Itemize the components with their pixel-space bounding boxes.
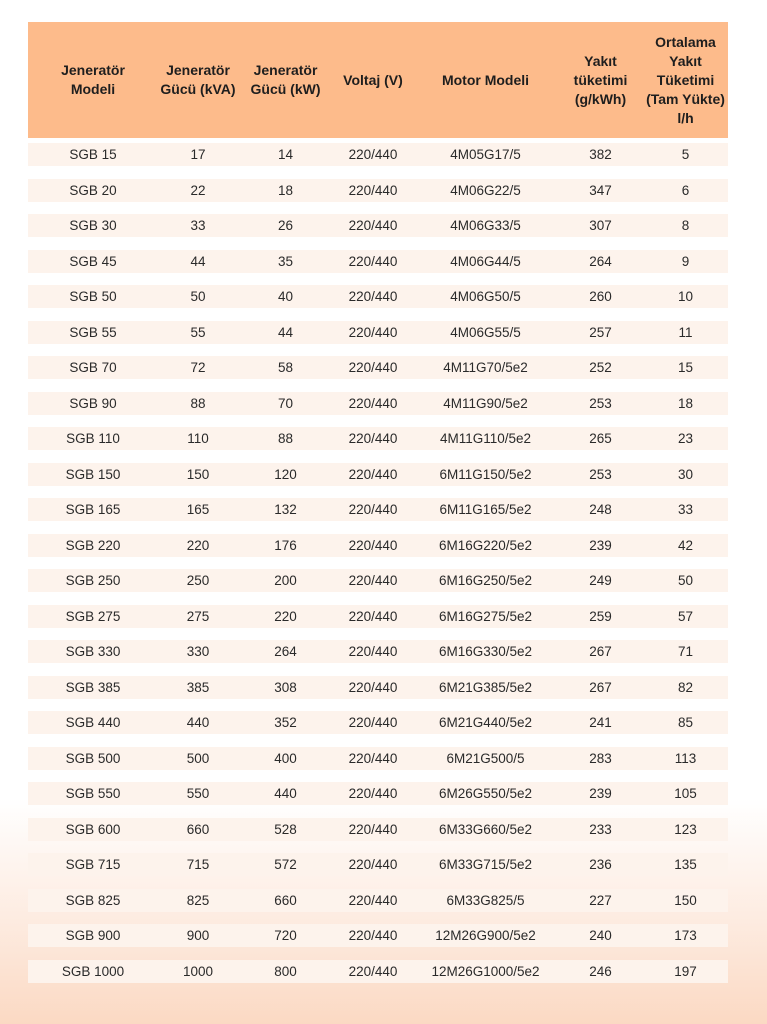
cell-motor: 4M11G90/5e2 xyxy=(443,395,528,411)
cell-kva: 88 xyxy=(190,395,206,411)
cell-motor: 6M21G500/5 xyxy=(446,750,525,766)
cell-fuel-gkwh: 260 xyxy=(589,289,612,304)
cell-kva: 385 xyxy=(186,679,210,695)
header-line: Jeneratör xyxy=(253,62,318,78)
cell-kva: 550 xyxy=(186,786,210,801)
cell-model: SGB 500 xyxy=(65,750,121,766)
cell-voltage: 220/440 xyxy=(348,679,398,695)
header-line: Gücü (kVA) xyxy=(160,81,236,97)
cell-model: SGB 250 xyxy=(65,573,121,588)
cell-motor: 12M26G900/5e2 xyxy=(435,928,536,943)
header-motor-model xyxy=(413,71,558,90)
cell-fuel-gkwh: 252 xyxy=(589,360,612,375)
cell-kw: 572 xyxy=(274,857,297,872)
header-line: Jeneratör xyxy=(61,62,125,78)
cell-motor: 6M33G660/5e2 xyxy=(438,821,533,837)
cell-kva: 660 xyxy=(186,821,210,837)
cell-kva: 900 xyxy=(186,928,210,943)
table-body xyxy=(28,143,728,983)
cell-fuel-gkwh: 248 xyxy=(589,502,612,517)
cell-motor: 6M11G150/5e2 xyxy=(439,466,532,482)
cell-kva: 22 xyxy=(190,182,206,198)
table-row xyxy=(28,889,728,912)
cell-kw: 70 xyxy=(277,395,294,411)
cell-kw: 220 xyxy=(274,608,297,624)
cell-kw: 400 xyxy=(274,750,297,766)
cell-voltage: 220/440 xyxy=(348,218,398,233)
cell-motor: 4M06G50/5 xyxy=(450,289,521,304)
cell-voltage: 220/440 xyxy=(348,502,398,517)
cell-fuel-lh: 85 xyxy=(677,715,694,730)
header-line: (g/kWh) xyxy=(574,90,627,107)
cell-fuel-gkwh: 264 xyxy=(589,253,612,269)
header-fuel-consumption xyxy=(558,52,643,109)
cell-fuel-lh: 15 xyxy=(677,360,694,375)
cell-kva: 150 xyxy=(186,466,210,482)
header-line: Jeneratör xyxy=(166,62,230,78)
cell-model: SGB 385 xyxy=(65,679,121,695)
cell-motor: 4M06G22/5 xyxy=(450,182,521,198)
cell-motor: 4M11G110/5e2 xyxy=(439,431,532,446)
cell-voltage: 220/440 xyxy=(348,360,398,375)
cell-kva: 330 xyxy=(186,644,210,659)
cell-voltage: 220/440 xyxy=(348,608,398,624)
cell-motor: 6M21G440/5e2 xyxy=(438,715,533,730)
cell-kw: 176 xyxy=(274,537,297,553)
cell-fuel-gkwh: 347 xyxy=(589,182,612,198)
cell-fuel-gkwh: 246 xyxy=(589,963,612,979)
header-line: Gücü (kW) xyxy=(250,81,321,97)
cell-model: SGB 715 xyxy=(65,857,121,872)
cell-voltage: 220/440 xyxy=(348,857,398,872)
cell-model: SGB 110 xyxy=(66,431,120,446)
cell-fuel-lh: 113 xyxy=(674,750,697,766)
table-row xyxy=(28,392,728,415)
cell-model: SGB 50 xyxy=(69,289,117,304)
cell-kva: 17 xyxy=(190,147,206,162)
cell-fuel-gkwh: 253 xyxy=(589,466,612,482)
cell-voltage: 220/440 xyxy=(348,537,398,553)
cell-kw: 58 xyxy=(277,360,294,375)
cell-voltage: 220/440 xyxy=(348,147,398,162)
cell-model: SGB 55 xyxy=(69,324,117,340)
cell-voltage: 220/440 xyxy=(348,892,398,908)
table-row xyxy=(28,250,728,273)
cell-kva: 500 xyxy=(186,750,210,766)
cell-fuel-lh: 135 xyxy=(674,857,697,872)
cell-model: SGB 825 xyxy=(65,892,121,908)
generator-spec-table xyxy=(28,22,728,983)
cell-motor: 4M06G55/5 xyxy=(450,324,521,340)
cell-fuel-lh: 71 xyxy=(677,644,694,659)
cell-kw: 26 xyxy=(277,218,294,233)
cell-fuel-gkwh: 382 xyxy=(589,147,612,162)
cell-motor: 6M26G550/5e2 xyxy=(438,786,533,801)
cell-motor: 6M33G715/5e2 xyxy=(438,857,533,872)
cell-kva: 250 xyxy=(186,573,210,588)
cell-motor: 12M26G1000/5e2 xyxy=(431,963,540,979)
cell-motor: 4M06G33/5 xyxy=(450,218,521,233)
cell-voltage: 220/440 xyxy=(348,289,398,304)
cell-motor: 6M16G330/5e2 xyxy=(438,644,533,659)
cell-voltage: 220/440 xyxy=(348,750,398,766)
cell-kva: 220 xyxy=(186,537,210,553)
cell-model: SGB 440 xyxy=(65,715,121,730)
cell-voltage: 220/440 xyxy=(348,253,398,269)
cell-motor: 6M21G385/5e2 xyxy=(438,679,533,695)
header-line: Yakıt xyxy=(669,52,702,69)
cell-motor: 6M16G220/5e2 xyxy=(438,537,533,553)
cell-fuel-gkwh: 307 xyxy=(589,218,612,233)
cell-kw: 200 xyxy=(274,573,297,588)
cell-kva: 1000 xyxy=(182,963,214,979)
table-row xyxy=(28,924,728,947)
cell-fuel-lh: 8 xyxy=(681,218,690,233)
cell-model: SGB 90 xyxy=(69,395,117,411)
cell-kw: 660 xyxy=(274,892,297,908)
table-row xyxy=(28,605,728,628)
cell-motor: 4M06G44/5 xyxy=(450,253,521,269)
cell-kva: 440 xyxy=(186,715,210,730)
header-avg-fuel-consumption xyxy=(643,33,728,128)
cell-voltage: 220/440 xyxy=(348,644,398,659)
header-line: Ortalama xyxy=(655,33,716,50)
cell-kw: 800 xyxy=(274,963,297,979)
cell-motor: 4M11G70/5e2 xyxy=(443,360,528,375)
table-row xyxy=(28,676,728,699)
table-row xyxy=(28,782,728,805)
cell-fuel-gkwh: 249 xyxy=(589,573,612,588)
cell-fuel-gkwh: 239 xyxy=(589,786,612,801)
cell-model: SGB 1000 xyxy=(61,963,125,979)
table-row xyxy=(28,747,728,770)
header-line: Voltaj (V) xyxy=(343,71,403,88)
cell-kva: 275 xyxy=(186,608,210,624)
header-power-kva xyxy=(158,61,238,99)
cell-kw: 88 xyxy=(277,431,294,446)
cell-voltage: 220/440 xyxy=(348,573,398,588)
cell-fuel-gkwh: 257 xyxy=(589,324,612,340)
cell-kw: 720 xyxy=(274,928,297,943)
table-row xyxy=(28,960,728,983)
cell-motor: 4M05G17/5 xyxy=(450,147,521,162)
header-power-kw xyxy=(238,61,333,99)
cell-model: SGB 150 xyxy=(65,466,121,482)
cell-fuel-lh: 11 xyxy=(678,324,693,340)
cell-motor: 6M16G250/5e2 xyxy=(438,573,533,588)
table-row xyxy=(28,498,728,521)
cell-fuel-gkwh: 265 xyxy=(589,431,612,446)
header-line: Modeli xyxy=(70,81,116,97)
cell-kva: 50 xyxy=(190,289,206,304)
cell-fuel-lh: 23 xyxy=(677,431,694,446)
cell-model: SGB 330 xyxy=(65,644,121,659)
header-line: Yakıt xyxy=(584,52,617,69)
cell-model: SGB 70 xyxy=(69,360,117,375)
header-voltage xyxy=(333,71,413,90)
header-line: l/h xyxy=(677,109,694,126)
table-row xyxy=(28,214,728,237)
cell-kw: 120 xyxy=(274,466,297,482)
header-line: (Tam Yükte) xyxy=(646,90,725,107)
cell-kva: 110 xyxy=(187,431,209,446)
cell-kw: 40 xyxy=(277,289,294,304)
cell-voltage: 220/440 xyxy=(348,431,398,446)
table-row xyxy=(28,427,728,450)
cell-fuel-gkwh: 233 xyxy=(589,821,612,837)
table-row xyxy=(28,534,728,557)
cell-kw: 35 xyxy=(277,253,294,269)
cell-model: SGB 900 xyxy=(65,928,121,943)
cell-kw: 14 xyxy=(277,147,294,162)
cell-voltage: 220/440 xyxy=(348,715,398,730)
cell-kw: 440 xyxy=(274,786,297,801)
cell-fuel-gkwh: 267 xyxy=(589,679,612,695)
cell-fuel-lh: 42 xyxy=(677,537,694,553)
header-line: Tüketimi xyxy=(656,71,715,88)
cell-kva: 165 xyxy=(186,502,210,517)
cell-fuel-lh: 105 xyxy=(674,786,697,801)
cell-fuel-lh: 57 xyxy=(677,608,694,624)
cell-kva: 825 xyxy=(186,892,210,908)
cell-kva: 72 xyxy=(190,360,206,375)
cell-fuel-gkwh: 267 xyxy=(589,644,612,659)
cell-kw: 308 xyxy=(274,679,297,695)
cell-model: SGB 165 xyxy=(65,502,121,517)
header-line: Motor Modeli xyxy=(441,71,530,88)
cell-fuel-gkwh: 241 xyxy=(589,715,612,730)
cell-kva: 55 xyxy=(190,324,206,340)
cell-voltage: 220/440 xyxy=(348,395,398,411)
cell-fuel-lh: 82 xyxy=(677,679,694,695)
cell-kw: 44 xyxy=(277,324,294,340)
cell-model: SGB 20 xyxy=(69,182,117,198)
cell-fuel-lh: 150 xyxy=(674,892,697,908)
cell-fuel-lh: 9 xyxy=(681,253,690,269)
cell-fuel-gkwh: 253 xyxy=(589,395,612,411)
table-row xyxy=(28,285,728,308)
cell-motor: 6M11G165/5e2 xyxy=(439,502,532,517)
cell-fuel-lh: 50 xyxy=(677,573,694,588)
table-row xyxy=(28,640,728,663)
cell-fuel-lh: 173 xyxy=(674,928,697,943)
cell-kw: 352 xyxy=(274,715,297,730)
table-row xyxy=(28,179,728,202)
table-row xyxy=(28,569,728,592)
cell-fuel-gkwh: 259 xyxy=(589,608,612,624)
cell-fuel-gkwh: 283 xyxy=(589,750,612,766)
cell-voltage: 220/440 xyxy=(348,324,398,340)
table-row xyxy=(28,321,728,344)
cell-voltage: 220/440 xyxy=(348,928,398,943)
cell-voltage: 220/440 xyxy=(348,963,398,979)
header-line: tüketimi xyxy=(573,71,628,88)
cell-fuel-lh: 10 xyxy=(677,289,694,304)
cell-fuel-lh: 30 xyxy=(677,466,694,482)
table-row xyxy=(28,711,728,734)
cell-model: SGB 600 xyxy=(65,821,121,837)
cell-fuel-gkwh: 236 xyxy=(589,857,612,872)
table-row xyxy=(28,463,728,486)
cell-kw: 132 xyxy=(274,502,297,517)
table-row xyxy=(28,853,728,876)
cell-model: SGB 30 xyxy=(69,218,117,233)
cell-kva: 715 xyxy=(186,857,210,872)
cell-motor: 6M33G825/5 xyxy=(446,892,525,908)
cell-model: SGB 220 xyxy=(65,537,121,553)
cell-fuel-lh: 197 xyxy=(674,963,697,979)
cell-voltage: 220/440 xyxy=(348,466,398,482)
cell-kva: 44 xyxy=(190,253,206,269)
cell-fuel-lh: 33 xyxy=(677,502,694,517)
cell-model: SGB 15 xyxy=(69,147,117,162)
cell-fuel-lh: 5 xyxy=(681,147,690,162)
cell-fuel-lh: 18 xyxy=(677,395,694,411)
cell-model: SGB 45 xyxy=(69,253,117,269)
header-generator-model xyxy=(28,61,158,99)
cell-fuel-lh: 6 xyxy=(681,182,690,198)
cell-voltage: 220/440 xyxy=(348,786,398,801)
table-header xyxy=(28,22,728,138)
cell-kw: 264 xyxy=(274,644,297,659)
cell-model: SGB 550 xyxy=(65,786,121,801)
cell-voltage: 220/440 xyxy=(348,821,398,837)
table-row xyxy=(28,818,728,841)
cell-voltage: 220/440 xyxy=(348,182,398,198)
cell-kva: 33 xyxy=(190,218,206,233)
cell-fuel-gkwh: 227 xyxy=(589,892,612,908)
cell-motor: 6M16G275/5e2 xyxy=(438,608,533,624)
cell-kw: 18 xyxy=(277,182,294,198)
cell-kw: 528 xyxy=(274,821,297,837)
cell-model: SGB 275 xyxy=(65,608,121,624)
cell-fuel-gkwh: 239 xyxy=(589,537,612,553)
cell-fuel-lh: 123 xyxy=(674,821,697,837)
table-row xyxy=(28,356,728,379)
table-row xyxy=(28,143,728,166)
cell-fuel-gkwh: 240 xyxy=(589,928,612,943)
